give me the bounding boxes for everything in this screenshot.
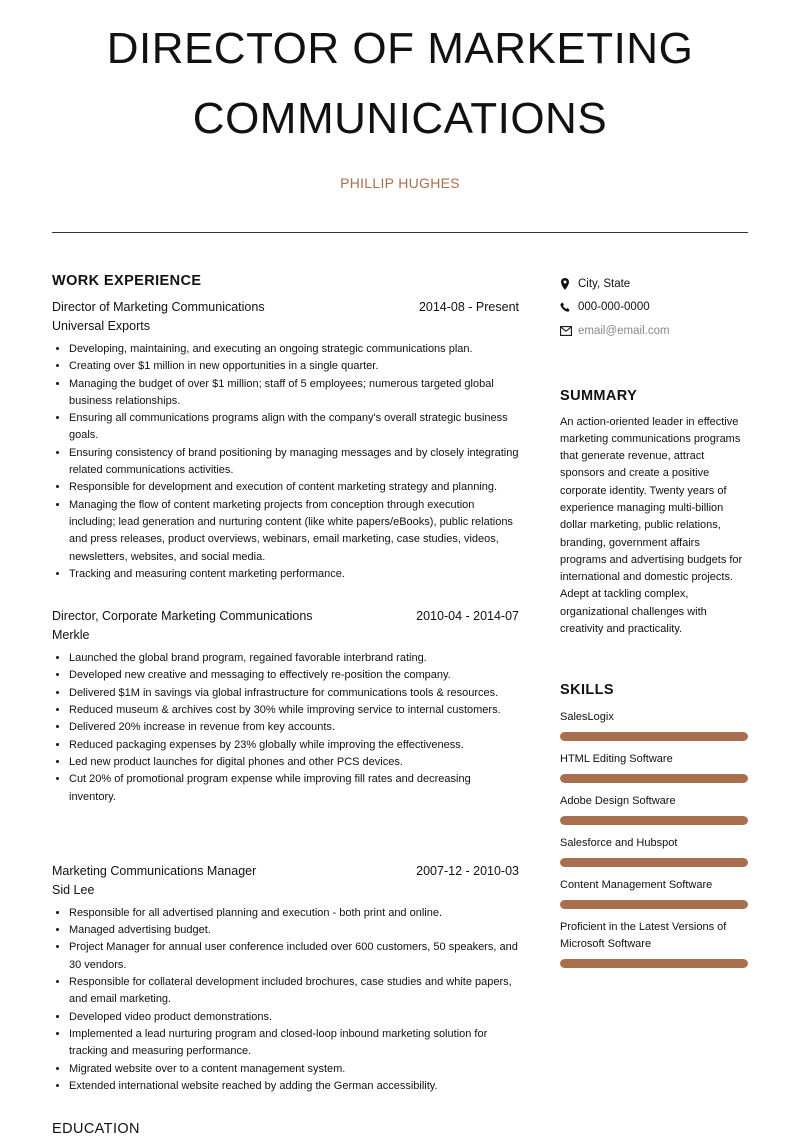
job-bullet: • Developing, maintaining, and executing an ongoing strategic communications plan. [69, 341, 519, 358]
work-experience-title: WORK EXPERIENCE [52, 273, 202, 289]
job-bullet: • Developed video product demonstrations. [69, 1009, 519, 1026]
job-bullet: • Launched the global brand program, regained favorable interbrand rating. [69, 650, 519, 667]
sidebar [560, 272, 748, 968]
job-bullet: • Managing the budget of over $1 million; staff of 5 employees; numerous targeted global business relationships. [69, 376, 519, 411]
skill-label: Proficient in the Latest Versions of Microsoft Software [560, 921, 727, 951]
skill-item [560, 793, 748, 825]
contact-location [560, 272, 748, 296]
job-entry [52, 862, 519, 1095]
job-company: Sid Lee [52, 882, 95, 897]
job-bullet: • Ensuring all communications programs align with the company's overall strategic business goals. [69, 410, 519, 445]
job-bullet: • Cut 20% of promotional program expense while improving fill rates and decreasing inventory. [69, 771, 519, 806]
job-entry [52, 607, 519, 806]
skill-level-bar [560, 774, 748, 783]
job-bullet: • Tracking and measuring content marketing performance. [69, 566, 519, 583]
skill-item [560, 709, 748, 741]
job-role: Director of Marketing Communications [52, 300, 265, 314]
summary-text: An action-oriented leader in effective marketing communications programs that generate revenue, attract sponsors and create a positive corporate identity. Twenty years of experience managing multi-billion dollar marketing, public relations, branding, government affairs programs and advertising budgets for international and domestic projects. Adept at tackling complex, organizational challenges with creativity and practicality. [560, 415, 743, 636]
skill-label: SalesLogix [560, 711, 614, 724]
skill-level-bar [560, 732, 748, 741]
job-bullets [52, 650, 519, 806]
education-title: EDUCATION [52, 1121, 140, 1137]
job-dates: 2010-04 - 2014-07 [416, 609, 519, 624]
skill-level-fill [560, 900, 748, 909]
skill-item [560, 835, 748, 867]
job-bullets [52, 341, 519, 583]
skill-level-bar [560, 858, 748, 867]
envelope-icon [560, 326, 578, 336]
job-bullet: • Led new product launches for digital phones and other PCS devices. [69, 754, 519, 771]
skill-level-fill [560, 959, 748, 968]
job-bullet: • Delivered 20% increase in revenue from key accounts. [69, 719, 519, 736]
job-header [52, 298, 519, 317]
job-bullet: • Creating over $1 million in new opportunities in a single quarter. [69, 358, 519, 375]
job-bullet: • Migrated website over to a content management system. [69, 1061, 519, 1078]
job-bullet: • Ensuring consistency of brand positioning by managing messages and by closely integrating related communications activities. [69, 445, 519, 480]
contact-phone [560, 296, 748, 320]
email-link[interactable]: email@email.com [578, 324, 670, 337]
resume-title-line-1: DIRECTOR OF MARKETING [106, 24, 694, 73]
contact-email [560, 319, 748, 343]
skill-level-bar [560, 959, 748, 968]
job-bullet: • Managed advertising budget. [69, 922, 519, 939]
job-bullet: • Reduced packaging expenses by 23% globally while improving the effectiveness. [69, 737, 519, 754]
skill-level-fill [560, 774, 748, 783]
job-dates: 2007-12 - 2010-03 [416, 863, 519, 878]
job-header [52, 862, 519, 881]
skills-title: SKILLS [560, 682, 614, 699]
job-entry [52, 298, 519, 583]
job-bullet: • Delivered $1M in savings via global infrastructure for communications tools & resources. [69, 685, 519, 702]
job-bullets [52, 905, 519, 1095]
job-header [52, 607, 519, 626]
location-text: City, State [578, 277, 631, 290]
job-list [52, 298, 519, 1095]
skill-level-bar [560, 900, 748, 909]
skills-list [560, 709, 748, 968]
phone-icon [560, 302, 578, 313]
job-bullet: • Responsible for development and execution of content marketing strategy and planning. [69, 479, 519, 496]
job-bullet: • Implemented a lead nurturing program and closed-loop inbound marketing solution for tracking and measuring performance. [69, 1026, 519, 1061]
job-bullet: • Reduced museum & archives cost by 30% while improving service to internal customers. [69, 702, 519, 719]
skill-label: Content Management Software [560, 879, 713, 892]
job-company: Merkle [52, 628, 90, 643]
job-bullet: • Managing the flow of content marketing projects from conception through execution including; lead generation and nurturing content (like white papers/eBooks), public relations and press releases, product overviews, webinars, email marketing, case studies, videos, newsletters, websites, and social media. [69, 497, 519, 566]
skill-item [560, 877, 748, 909]
resume-title-line-2: COMMUNICATIONS [192, 94, 608, 143]
job-bullet: • Responsible for collateral development included brochures, case studies and white papers, and email marketing. [69, 974, 519, 1009]
job-role: Director, Corporate Marketing Communications [52, 609, 313, 624]
phone-text: 000-000-0000 [578, 301, 650, 314]
skill-label: Salesforce and Hubspot [560, 837, 678, 850]
resume-title [0, 14, 800, 154]
skill-level-fill [560, 858, 748, 867]
skill-label: HTML Editing Software [560, 753, 673, 766]
skill-label: Adobe Design Software [560, 795, 676, 808]
location-pin-icon [560, 278, 578, 290]
job-bullet: • Responsible for all advertised planning and execution - both print and online. [69, 905, 519, 922]
skill-item [560, 751, 748, 783]
header-divider [52, 232, 748, 233]
job-company: Universal Exports [52, 319, 150, 333]
job-bullet: • Developed new creative and messaging to effectively re-position the company. [69, 667, 519, 684]
skill-level-fill [560, 732, 748, 741]
summary-title: SUMMARY [560, 387, 638, 404]
skill-item [560, 919, 748, 968]
job-bullet: • Extended international website reached by adding the German accessibility. [69, 1078, 519, 1095]
skill-level-bar [560, 816, 748, 825]
skill-level-fill [560, 816, 748, 825]
job-dates: 2014-08 - Present [418, 300, 519, 314]
job-role: Marketing Communications Manager [52, 863, 257, 878]
candidate-name: PHILLIP HUGHES [340, 175, 460, 191]
work-experience-section [52, 273, 519, 1095]
job-bullet: • Project Manager for annual user conference included over 600 customers, 50 speakers, and 30 vendors. [69, 939, 519, 974]
